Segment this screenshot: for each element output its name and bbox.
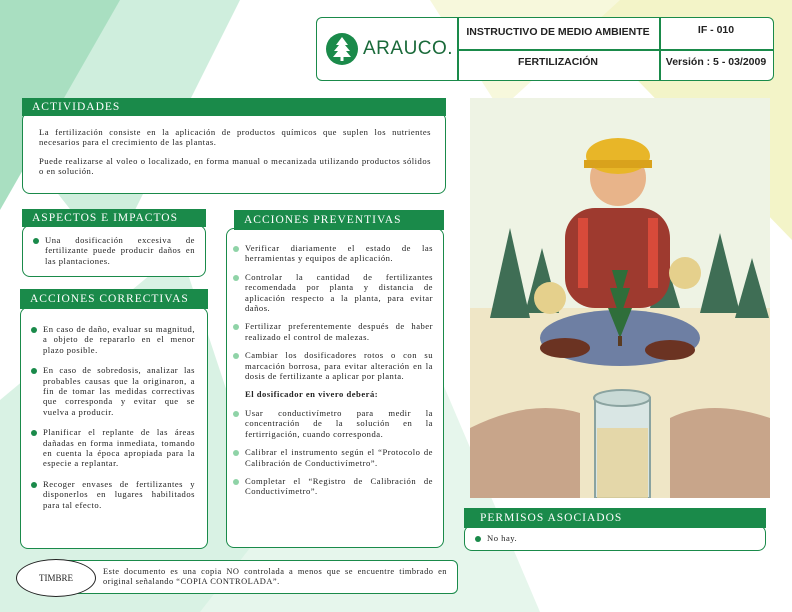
footer-note: Este documento es una copia NO controlada a menos que se encuentre timbrado en original señalando “COPIA CONTROLADA”. <box>103 567 447 587</box>
list-item: En caso de sobredosis, analizar las probables causas que la originaron, a fin de tomar las medidas correctivas que corresponda y evitar que se vuelva a producir. <box>29 365 195 417</box>
permisos-panel <box>464 525 766 551</box>
aspectos-header: ASPECTOS E IMPACTOS <box>22 209 206 227</box>
stamp-label: TIMBRE <box>38 573 73 583</box>
illustration <box>470 98 770 498</box>
actividades-panel <box>22 112 446 194</box>
list-item: Verificar diariamente el estado de las herramientas y equipos de aplicación. <box>231 243 433 264</box>
permisos-header: PERMISOS ASOCIADOS <box>464 508 766 528</box>
footer-note-panel <box>52 560 458 594</box>
actividades-paragraph: Puede realizarse al voleo o localizado, en forma manual o mecanizada utilizando productos sólidos o en solución. <box>39 155 431 177</box>
doc-version: Versión : 5 - 03/2009 <box>665 56 767 68</box>
logo-text: ARAUCO. <box>363 38 454 59</box>
list-item: Calibrar el instrumento según el “Protocolo de Calibración de Conductivímetro”. <box>231 447 433 468</box>
actividades-paragraph: La fertilización consiste en la aplicación de productos químicos que suplen los nutrientes necesarios para el crecimiento de las plantas. <box>39 127 431 148</box>
correctivas-header: ACCIONES CORRECTIVAS <box>20 289 208 309</box>
document-header <box>316 17 774 81</box>
doc-code: IF - 010 <box>697 24 735 36</box>
list-item: No hay. <box>473 533 755 543</box>
preventivas-header: ACCIONES PREVENTIVAS <box>234 210 444 230</box>
aspectos-panel <box>22 225 206 277</box>
list-item: Una dosificación excesiva de fertilizante puede producir daños en las plantaciones. <box>31 235 195 266</box>
list-item: Usar conductivímetro para medir la concentración de la solución en la fertirrigación, cuando corresponda. <box>231 408 433 439</box>
list-item: Completar el “Registro de Calibración de Conductivímetro”. <box>231 476 433 497</box>
stamp-oval <box>16 559 96 597</box>
preventivas-panel <box>226 228 444 548</box>
arauco-logo <box>325 32 453 68</box>
list-item: Planificar el replante de las áreas dañadas en forma inmediata, tomando en cuenta la época apropiada para la especie a replantar. <box>29 427 195 469</box>
doc-title: FERTILIZACIÓN <box>518 56 598 68</box>
list-item: Recoger envases de fertilizantes y disponerlos en lugares habilitados para tal efecto. <box>29 479 195 510</box>
doc-type: INSTRUCTIVO DE MEDIO AMBIENTE <box>466 26 650 38</box>
tree-logo-icon <box>325 32 359 66</box>
correctivas-panel <box>20 307 208 549</box>
list-item: Cambiar los dosificadores rotos o con su marcación borrosa, para evitar alteración en la dosis de fertilizante a aplicar por planta. <box>231 350 433 381</box>
list-item: Controlar la cantidad de fertilizantes recomendada por planta y distancia de aplicación respecto a la planta, para evitar daños. <box>231 272 433 314</box>
list-item: Fertilizar preferentemente después de haber realizado el control de malezas. <box>231 321 433 342</box>
list-item: En caso de daño, evaluar su magnitud, a objeto de repararlo en el menor plazo posible. <box>29 324 195 355</box>
actividades-header: ACTIVIDADES <box>22 98 446 116</box>
vivero-heading: El dosificador en vivero deberá: <box>245 389 379 400</box>
